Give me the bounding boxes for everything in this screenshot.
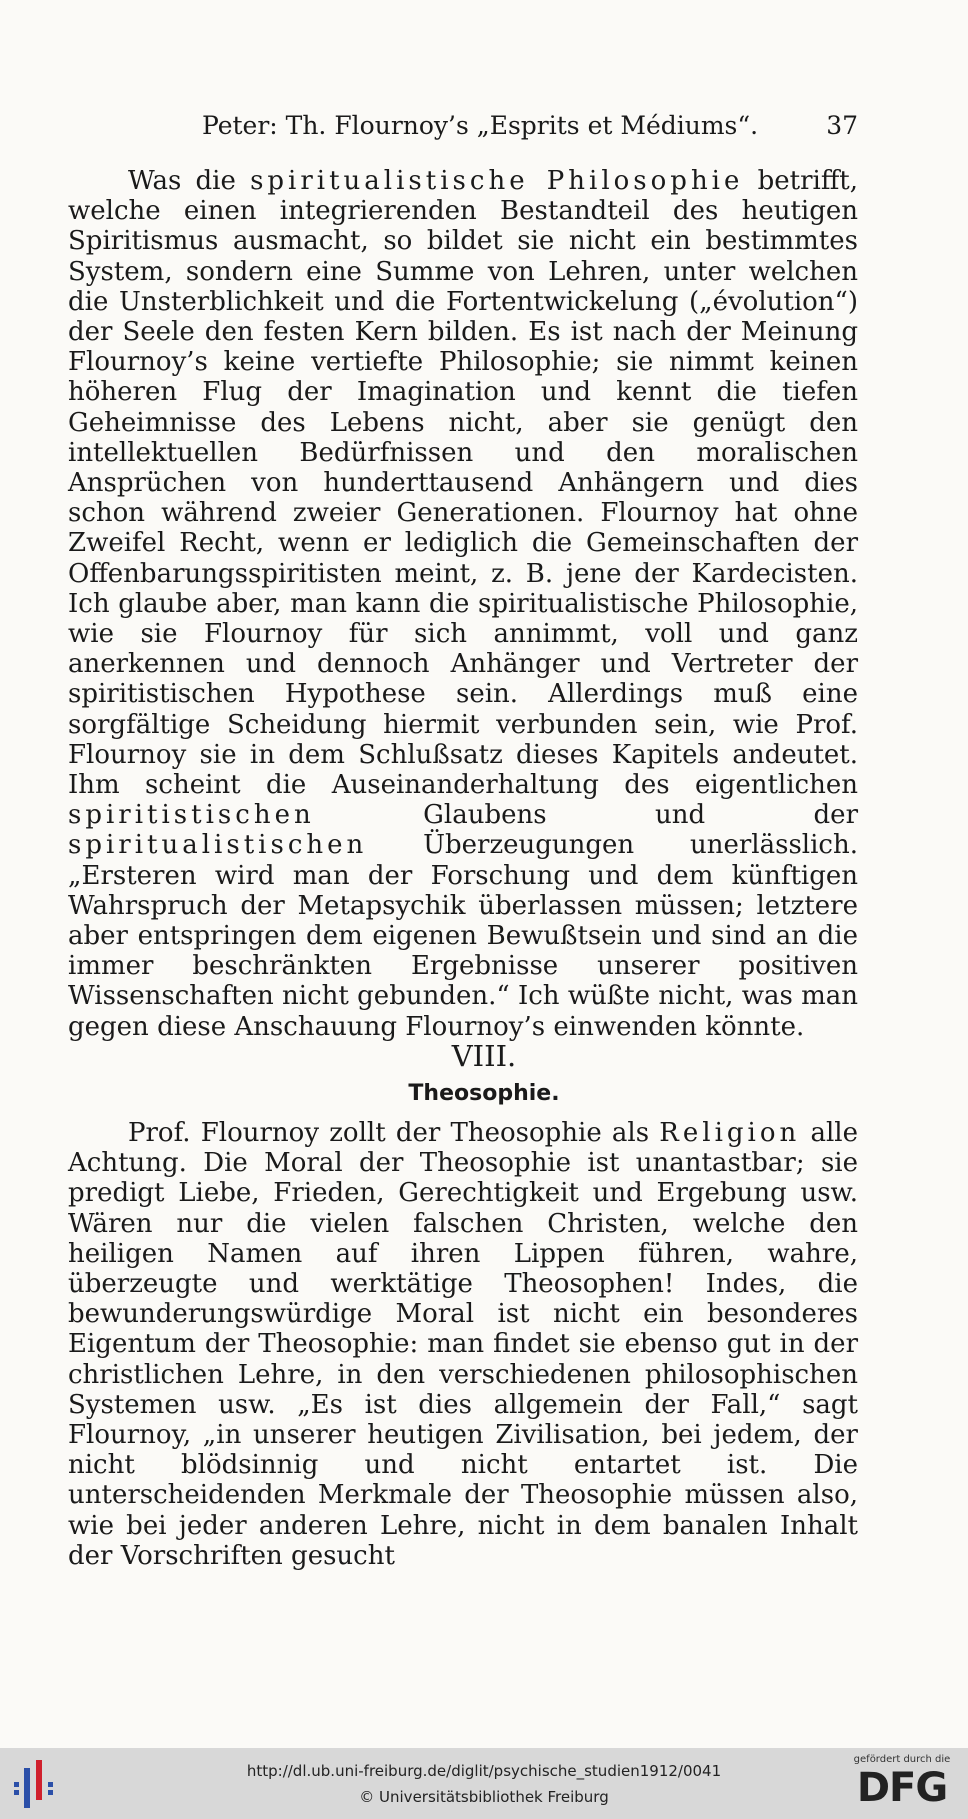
text-run: alle Achtung. Die Moral der Theosophie ist unantastbar; sie predigt Liebe, Frieden, Gerechtigkeit und Ergebung usw. Wären nur die vielen falschen Christen, welche den heiligen Namen auf ihren Lippen führen, wahre, überzeugte und werktätige Theosophen! Indes, die bewunderungswürdige Moral ist nicht ein besonderes Eigentum der Theosophie: man findet sie ebenso gut in der christlichen Lehre, in den verschiedenen philosophischen Systemen usw. „Es ist dies allgemein der Fall,“ sagt Flournoy, „in unserer heutigen Zivilisation, bei jedem, der nicht blödsinnig und nicht entartet ist. Die unterscheidenden Merkmale der Theosophie müssen also, wie bei jeder anderen Lehre, nicht in dem banalen Inhalt der Vorschriften gesucht (68, 1118, 858, 1571)
text-run: Überzeugungen unerlässlich. „Ersteren wird man der Forschung und dem künftigen Wahrspruch der Metapsychik überlassen müssen; letztere aber entspringen dem eigenen Bewußtsein und sind an die immer beschränkten Ergebnisse unserer positiven Wissenschaften nicht gebunden.“ Ich wüßte nicht, was man gegen diese Anschauung Flournoy’s einwenden könnte. (68, 830, 858, 1042)
dfg-logo[interactable] (846, 1754, 958, 1814)
paragraph-text (68, 1118, 858, 1571)
emphasized-text: spiritualistischen (68, 830, 368, 861)
text-run: betrifft, welche einen integrierenden Bestandteil des heutigen Spiritismus ausmacht, so bildet sie nicht ein bestimmtes System, sondern eine Summe von Lehren, unter welchen die Unsterblichkeit und die Fortentwickelung („évolution“) der Seele den festen Kern bilden. Es ist nach der Meinung Flournoy’s keine vertiefte Philosophie; sie nimmt keinen höheren Flug der Imagination und kennt die tiefen Geheimnisse des Lebens nicht, aber sie genügt den intellektuellen Bedürfnissen und den moralischen Ansprüchen von hunderttausend Anhängern und dies schon während zweier Generationen. Flournoy hat ohne Zweifel Recht, wenn er lediglich die Gemeinschaften der Offenbarungsspiritisten meint, z. B. jene der Kardecisten. Ich glaube aber, man kann die spiritualistische Philosophie, wie sie Flournoy für sich annimmt, voll und ganz anerkennen und dennoch Anhänger und Vertreter der spiritistischen Hypothese sein. Allerdings muß eine sorgfältige Scheidung hiermit verbunden sein, wie Prof. Flournoy sie in dem Schlußsatz dieses Kapitels andeutet. Ihm scheint die Auseinanderhaltung des eigentlichen (68, 166, 858, 801)
running-head-title: Peter: Th. Flournoy’s „Esprits et Médiums“. (202, 111, 759, 140)
dfg-caption: gefördert durch die (853, 1754, 951, 1765)
text-run: Glaubens und der (314, 800, 858, 831)
page-number: 37 (826, 111, 858, 140)
text-run: Prof. Flournoy zollt der Theosophie als (128, 1118, 660, 1148)
section-number: VIII. (451, 1039, 517, 1073)
permalink-url[interactable]: http://dl.ub.uni-freiburg.de/diglit/psychische_studien1912/0041 (246, 1762, 722, 1780)
emphasized-text: spiritistischen (68, 800, 315, 831)
viewer-footer (0, 1748, 968, 1819)
text-run: Was die (128, 166, 251, 196)
emphasized-text: spiritualistische Philosophie (250, 166, 744, 196)
section-title: Theosophie. (408, 1081, 560, 1106)
paragraph-theosophy (68, 1118, 858, 1571)
running-head (68, 108, 858, 144)
paragraph-text (68, 166, 858, 1042)
copyright-notice: © Universitätsbibliothek Freiburg (359, 1788, 609, 1806)
paragraph-spiritualism (68, 166, 858, 1042)
emphasized-text: Religion (659, 1118, 801, 1148)
dfg-mark: DFG (856, 1765, 948, 1811)
